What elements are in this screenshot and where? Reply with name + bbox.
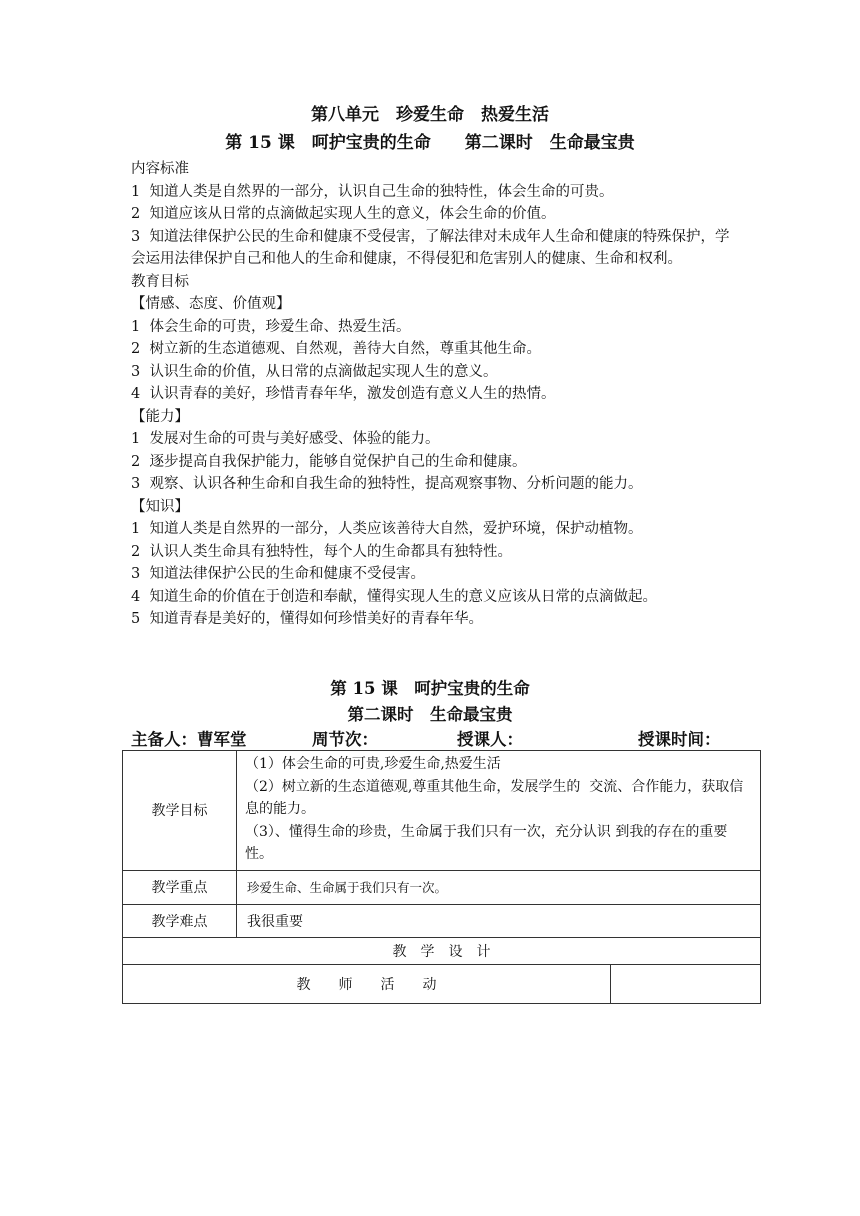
goal-item: 2 逐步提高自我保护能力，能够自觉保护自己的生命和健康。 [131, 453, 527, 470]
week-label: 周节次： [312, 730, 378, 749]
content-standard-item: 3 知道法律保护公民的生命和健康不受侵害，了解法律对未成年人生命和健康的特殊保护，学会运用法律保护自己和他人的生命和健康，不得侵犯和危害别人的健康、生命和权利。 [131, 228, 730, 267]
goal-item: 2 认识人类生命具有独特性，每个人的生命都具有独特性。 [131, 543, 512, 560]
section-label-knowledge: 【知识】 [131, 498, 189, 515]
content-standard-heading: 内容标准 [131, 161, 189, 177]
content-standard-item: 1 知道人类是自然界的一部分，认识自己生命的独特性，体会生命的可贵。 [131, 183, 614, 200]
goal-label-cell: 教学目标 [123, 751, 237, 871]
goal-item: 1 体会生命的可贵，珍爱生命、热爱生活。 [131, 318, 411, 335]
table-goal-item: （2）树立新的生态道德观,尊重其他生命，发展学生的 交流、合作能力，获取信息的能力。 [245, 778, 744, 817]
lesson-center-title: 第 15 课 呵护宝贵的生命 [330, 679, 530, 698]
table-row [123, 870, 761, 904]
section-label-ability: 【能力】 [131, 408, 189, 425]
content-standard-item: 2 知道应该从日常的点滴做起实现人生的意义，体会生命的价值。 [131, 206, 556, 222]
teacher-activity-cell: 教 师 活 动 [123, 964, 611, 1003]
table-row [123, 964, 761, 1003]
education-goals-heading: 教育目标 [131, 273, 189, 290]
section-label-attitude: 【情感、态度、价值观】 [131, 296, 291, 312]
goal-item: 3 知道法律保护公民的生命和健康不受侵害。 [131, 566, 425, 582]
goal-item: 4 认识青春的美好，珍惜青春年华，激发创造有意义人生的热情。 [131, 386, 556, 402]
design-header-cell: 教 学 设 计 [123, 937, 761, 964]
goal-item: 3 认识生命的价值，从日常的点滴做起实现人生的意义。 [131, 363, 498, 380]
table-goal-item: （1）体会生命的可贵,珍爱生命,热爱生活 [245, 756, 501, 772]
goal-item: 2 树立新的生态道德观、自然观，善待大自然，尊重其他生命。 [131, 341, 541, 357]
teacher-label: 授课人： [457, 730, 523, 749]
lesson-title: 第 15 课 呵护宝贵的生命 第二课时 生命最宝贵 [225, 133, 635, 153]
empty-cell [611, 964, 761, 1003]
goal-item: 3 观察、认识各种生命和自我生命的独特性，提高观察事物、分析问题的能力。 [131, 476, 643, 492]
period-center-title: 第二课时 生命最宝贵 [347, 705, 513, 724]
table-row [123, 904, 761, 937]
table-row [123, 937, 761, 964]
goal-item: 4 知道生命的价值在于创造和奉献，懂得实现人生的意义应该从日常的点滴做起。 [131, 588, 657, 605]
unit-title: 第八单元 珍爱生命 热爱生活 [311, 105, 549, 125]
table-row [123, 751, 761, 871]
preparer-label: 主备人：曹军堂 [131, 730, 247, 749]
goal-item: 1 发展对生命的可贵与美好感受、体验的能力。 [131, 431, 440, 447]
lesson-plan-table [122, 750, 761, 1004]
difficulty-label-cell: 教学难点 [123, 904, 237, 937]
focus-cell: 珍爱生命、生命属于我们只有一次。 [237, 870, 761, 904]
goals-cell [237, 751, 761, 871]
goal-item: 1 知道人类是自然界的一部分，人类应该善待大自然，爱护环境，保护动植物。 [131, 521, 643, 537]
document-body [131, 158, 741, 631]
time-label: 授课时间： [638, 730, 721, 749]
goal-item: 5 知道青春是美好的，懂得如何珍惜美好的青春年华。 [131, 611, 483, 627]
focus-label-cell: 教学重点 [123, 870, 237, 904]
difficulty-cell: 我很重要 [237, 904, 761, 937]
table-goal-item: （3）、懂得生命的珍贵，生命属于我们只有一次，充分认识 到我的存在的重要性。 [245, 823, 728, 862]
